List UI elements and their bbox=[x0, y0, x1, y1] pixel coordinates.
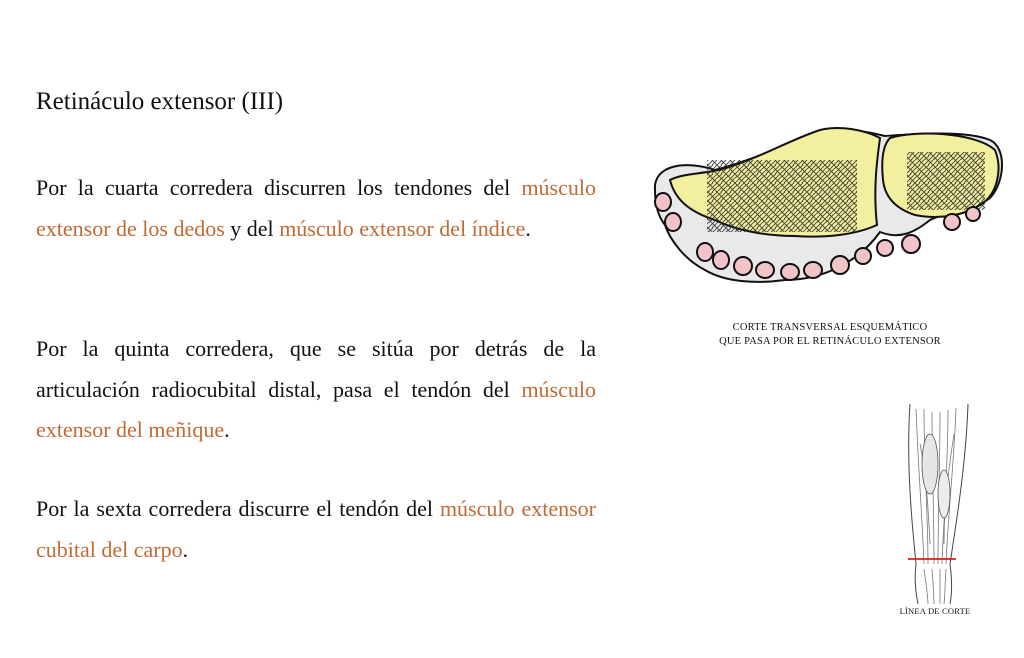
text: Por la cuarta corredera discurren los tendones del bbox=[36, 175, 522, 200]
forearm-caption: LÍNEA DE CORTE bbox=[899, 606, 971, 616]
caption-line-1: CORTE TRANSVERSAL ESQUEMÁTICO bbox=[732, 322, 928, 333]
text: Por la sexta corredera discurre el tendón del bbox=[36, 496, 440, 521]
text: Por la quinta corredera, que se sitúa por detrás de la articulación radiocubital distal, pasa el tendón del bbox=[36, 336, 596, 402]
cross-section-caption bbox=[640, 321, 1020, 349]
highlight-extensor-carpi-ulnaris: músculo extensor cubital del carpo bbox=[36, 496, 596, 562]
text: . bbox=[525, 215, 531, 241]
slide-title: Retináculo extensor (III) bbox=[36, 88, 284, 115]
text: . bbox=[182, 536, 189, 562]
highlight-extensor-indicis: músculo extensor del índice bbox=[279, 215, 526, 241]
cross-section-illustration bbox=[645, 120, 1005, 300]
paragraph-fourth-compartment bbox=[36, 168, 596, 249]
highlight-extensor-digiti-minimi: músculo extensor del meñique bbox=[36, 376, 596, 442]
text: . bbox=[224, 417, 230, 442]
paragraph-fifth-compartment bbox=[36, 329, 596, 451]
paragraph-sixth-compartment bbox=[36, 489, 596, 570]
text: y del bbox=[224, 215, 280, 241]
caption-line-2: QUE PASA POR EL RETINÁCULO EXTENSOR bbox=[719, 336, 941, 347]
forearm-illustration bbox=[898, 404, 978, 604]
highlight-extensor-digitorum: músculo extensor de los dedos bbox=[36, 175, 596, 241]
